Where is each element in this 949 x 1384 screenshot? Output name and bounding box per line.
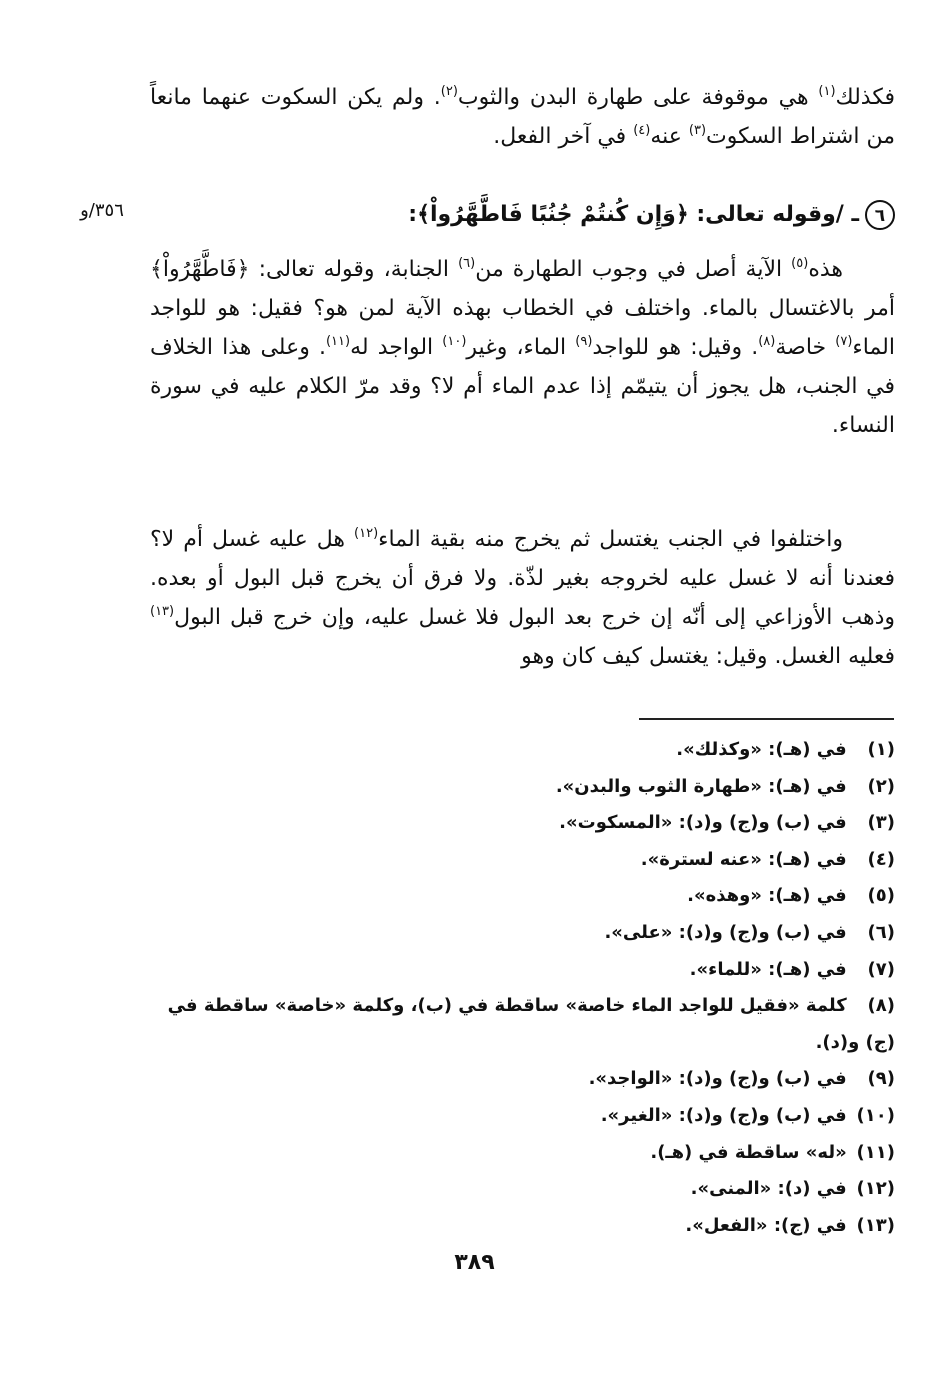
paragraph-1 [150, 78, 895, 156]
text-run: خاصة [775, 335, 836, 360]
footnote-marker: (١) [818, 84, 836, 99]
footnote-marker: (٧) [835, 334, 853, 349]
footnote-number: (١) [867, 739, 895, 760]
footnote [150, 915, 895, 952]
footnote-number: (١٠) [856, 1104, 895, 1126]
section-heading-text: ـ /وقوله تعالى: ﴿وَإِن كُنتُمْ جُنُبًا فَاطَّهَّرُواْ﴾: [408, 202, 859, 227]
footnote [150, 988, 895, 1061]
footnote-marker: (٢) [440, 84, 458, 99]
section-heading [150, 195, 895, 235]
footnote [150, 952, 895, 989]
footnote-marker: (٥) [791, 256, 809, 271]
section-number-circle: ٦ [865, 200, 895, 230]
footnote-text: في (ب) و(ج) و(د): «الواجد». [588, 1068, 847, 1090]
footnote-number: (٧) [867, 958, 895, 980]
footnote [150, 878, 895, 915]
text-run: فكذلك [835, 85, 895, 110]
text-run: . وعلى هذا الخلاف في الجنب، هل يجوز أن يتيمّم إذا عدم الماء أم لا؟ وقد مرّ الكلام عليه في سورة النساء. [150, 335, 895, 438]
footnote [150, 805, 895, 842]
text-run: الآية أصل في وجوب الطهارة من [475, 257, 792, 282]
text-run: في آخر الفعل. [493, 124, 634, 149]
footnote-marker: (٨) [758, 334, 776, 349]
footnote-marker: (١٠) [442, 334, 467, 349]
footnote-number: (١٣) [856, 1214, 895, 1236]
footnote-number: (٣) [867, 812, 895, 834]
footnote [150, 769, 895, 806]
footnote-text: في (د): «المنى». [690, 1178, 847, 1200]
page-number: ٣٨٩ [454, 1250, 495, 1275]
text-run: واختلفوا في الجنب يغتسل ثم يخرج منه بقية الماء [378, 527, 844, 552]
footnote-marker: (٩) [575, 334, 593, 349]
text-run: الماء، وغير [466, 335, 576, 360]
footnote-marker: (١١) [325, 334, 351, 349]
footnote-number: (٥) [867, 885, 895, 907]
footnote-text: في (هـ): «وكذلك». [676, 739, 847, 760]
footnote-text: في (هـ): «طهارة الثوب والبدن». [555, 775, 847, 797]
text-run: هل عليه غسل أم لا؟ فعندنا أنه لا غسل عليه لخروجه بغير لذّة. ولا فرق أن يخرج قبل البول أو بعده. وذهب الأوزاعي إلى أنّه إن خرج بعد البول فلا غسل عليه، وإن خرج قبل البول [150, 527, 895, 630]
footnotes-list [150, 732, 895, 1244]
footnote-marker: (١٣) [150, 604, 175, 619]
footnote [150, 1171, 895, 1208]
footnote-number: (١١) [856, 1141, 895, 1163]
footnote-text: في (هـ): «وهذه». [687, 885, 847, 907]
footnote-marker: (٣) [688, 123, 707, 138]
footnote-number: (١٢) [856, 1178, 895, 1200]
footnote-marker: (٤) [633, 123, 651, 138]
footnote-number: (٨) [867, 995, 895, 1017]
text-run: عنه [650, 124, 689, 149]
footnote-text: كلمة «فقيل للواجد الماء خاصة» ساقطة في (ب)، وكلمة «خاصة» ساقطة في (ج) و(د). [167, 995, 895, 1053]
footnote [150, 732, 895, 769]
footnote [150, 1135, 895, 1172]
footnote [150, 1061, 895, 1098]
text-run: الواجد له [350, 335, 443, 360]
footnote-number: (٩) [867, 1068, 895, 1090]
footnote-text: في (هـ): «للماء». [689, 958, 847, 980]
footnote-text: في (هـ): «عنه لسترة». [640, 848, 847, 870]
footnote-text: في (ج): «الفعل». [685, 1214, 847, 1236]
footnote [150, 842, 895, 879]
footnote-marker: (٦) [458, 256, 476, 271]
footnote-number: (٢) [867, 775, 895, 797]
footnote-text: «له» ساقطة في (هـ). [650, 1141, 847, 1163]
text-run: هي موقوفة على طهارة البدن والثوب [457, 85, 819, 110]
footnote-text: في (ب) و(ج) و(د): «المسكوت». [559, 812, 847, 834]
footnote-number: (٦) [867, 921, 895, 943]
text-run: . ولم يكن السكوت عنهما مانعاً من اشتراط السكوت [150, 85, 895, 149]
footnote [150, 1098, 895, 1135]
footnote [150, 1208, 895, 1245]
paragraph-2 [150, 250, 895, 445]
text-run: الجنابة، وقوله تعالى: ﴿فَاطَّهَّرُواْ﴾ أمر بالاغتسال بالماء. واختلف في الخطاب بهذه الآية لمن هو؟ فقيل: هو للواجد الماء [150, 257, 895, 360]
footnote-text: في (ب) و(ج) و(د): «الغير». [600, 1104, 847, 1126]
text-run: فعليه الغسل. وقيل: يغتسل كيف كان وهو [521, 644, 895, 669]
footnote-separator [639, 718, 894, 720]
footnote-text: في (ب) و(ج) و(د): «على». [604, 921, 847, 943]
footnote-marker: (١٢) [354, 526, 379, 541]
text-run: هذه [808, 257, 843, 282]
paragraph-3 [150, 520, 895, 676]
footnote-number: (٤) [867, 848, 895, 870]
text-run: . وقيل: هو للواجد [592, 335, 759, 360]
margin-folio-note: ٣٥٦/و [80, 200, 124, 221]
